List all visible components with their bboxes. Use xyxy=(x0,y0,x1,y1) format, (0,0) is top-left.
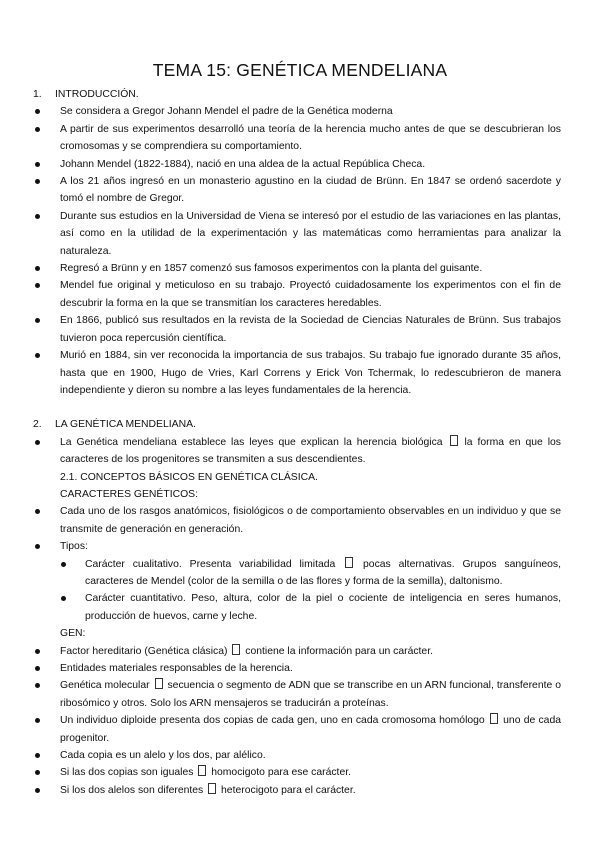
list-item: Se considera a Gregor Johann Mendel el padre de la Genética moderna xyxy=(33,103,561,120)
missing-glyph-icon xyxy=(345,557,353,568)
list-item: Murió en 1884, sin ver reconocida la importancia de sus trabajos. Su trabajo fue ignorado durante 35 años, hasta que en 1900, Hugo de Vries, Karl Correns y Erick Von Tchermak, lo redescubrieron de manera independiente y dieron su nombre a las leyes fundamentales de la herencia. xyxy=(33,347,561,399)
missing-glyph-icon xyxy=(490,713,498,724)
list-item: Cada uno de los rasgos anatómicos, fisiológicos o de comportamiento observables en un individuo y que se transmite de generación en generación. xyxy=(33,503,561,538)
list-item: En 1866, publicó sus resultados en la revista de la Sociedad de Ciencias Naturales de Brünn. Sus trabajos tuvieron poca repercusión científica. xyxy=(33,312,561,347)
list-item: Mendel fue original y meticuloso en su trabajo. Proyectó cuidadosamente los experimentos con el fin de descubrir la forma en la que se transmitían los caracteres heredables. xyxy=(33,277,561,312)
missing-glyph-icon xyxy=(155,678,163,689)
caracteres-label: CARACTERES GENÉTICOS: xyxy=(60,488,198,500)
list-item: Si las dos copias son iguales homocigoto para ese carácter. xyxy=(33,764,561,781)
list-item: Un individuo diploide presenta dos copias de cada gen, uno en cada cromosoma homólogo uno de cada progenitor. xyxy=(33,712,561,747)
section-number: 2. xyxy=(33,419,42,431)
missing-glyph-icon xyxy=(208,783,216,794)
list-item: Regresó a Brünn y en 1857 comenzó sus famosos experimentos con la planta del guisante. xyxy=(33,260,561,277)
missing-glyph-icon xyxy=(450,435,458,446)
document-body xyxy=(33,86,561,799)
missing-glyph-icon xyxy=(198,765,206,776)
missing-glyph-icon xyxy=(232,644,240,655)
list-item: Si los dos alelos son diferentes heterocigoto para el carácter. xyxy=(33,782,561,799)
sub-list-item: Carácter cualitativo. Presenta variabilidad limitada pocas alternativas. Grupos sanguíneos, caracteres de Mendel (color de la semilla o de las flores y forma de la semilla), daltonismo. xyxy=(33,556,561,591)
list-item: Johann Mendel (1822-1884), nació en una aldea de la actual República Checa. xyxy=(33,156,561,173)
section-heading-genetica-mendeliana xyxy=(33,416,561,433)
sub-list-item: Carácter cuantitativo. Peso, altura, color de la piel o cociente de inteligencia en seres humanos, producción de huevos, carne y leche. xyxy=(33,590,561,625)
list-item: Cada copia es un alelo y los dos, par alélico. xyxy=(33,747,561,764)
list-item: Factor hereditario (Genética clásica) contiene la información para un carácter. xyxy=(33,643,561,660)
list-item: Tipos: xyxy=(33,538,561,555)
list-item: A partir de sus experimentos desarrolló una teoría de la herencia mucho antes de que se descubrieran los cromosomas y se comprendiera su comportamiento. xyxy=(33,121,561,156)
list-item: Genética molecular secuencia o segmento de ADN que se transcribe en un ARN funcional, transferente o ribosómico y otros. Solo los ARN mensajeros se traducirán a proteínas. xyxy=(33,677,561,712)
list-item: Durante sus estudios en la Universidad de Viena se interesó por el estudio de las variaciones en las plantas, así como en la utilidad de la experimentación y las matemáticas como herramientas para analizar la naturaleza. xyxy=(33,208,561,260)
page-title: TEMA 15: GENÉTICA MENDELIANA xyxy=(152,60,448,80)
subsection-heading: 2.1. CONCEPTOS BÁSICOS EN GENÉTICA CLÁSICA. xyxy=(60,471,318,483)
list-item: A los 21 años ingresó en un monasterio agustino en la ciudad de Brünn. En 1847 se ordenó sacerdote y tomó el nombre de Gregor. xyxy=(33,173,561,208)
section-number: 1. xyxy=(33,89,42,100)
section-title: INTRODUCCIÓN. xyxy=(55,89,139,100)
section-heading-introduccion xyxy=(33,86,561,103)
section-title: LA GENÉTICA MENDELIANA. xyxy=(55,419,196,431)
list-item: Entidades materiales responsables de la herencia. xyxy=(33,660,561,677)
list-item: La Genética mendeliana establece las leyes que explican la herencia biológica la forma en que los caracteres de los progenitores se transmiten a sus descendientes. xyxy=(33,434,561,469)
gen-label: GEN: xyxy=(60,628,86,640)
